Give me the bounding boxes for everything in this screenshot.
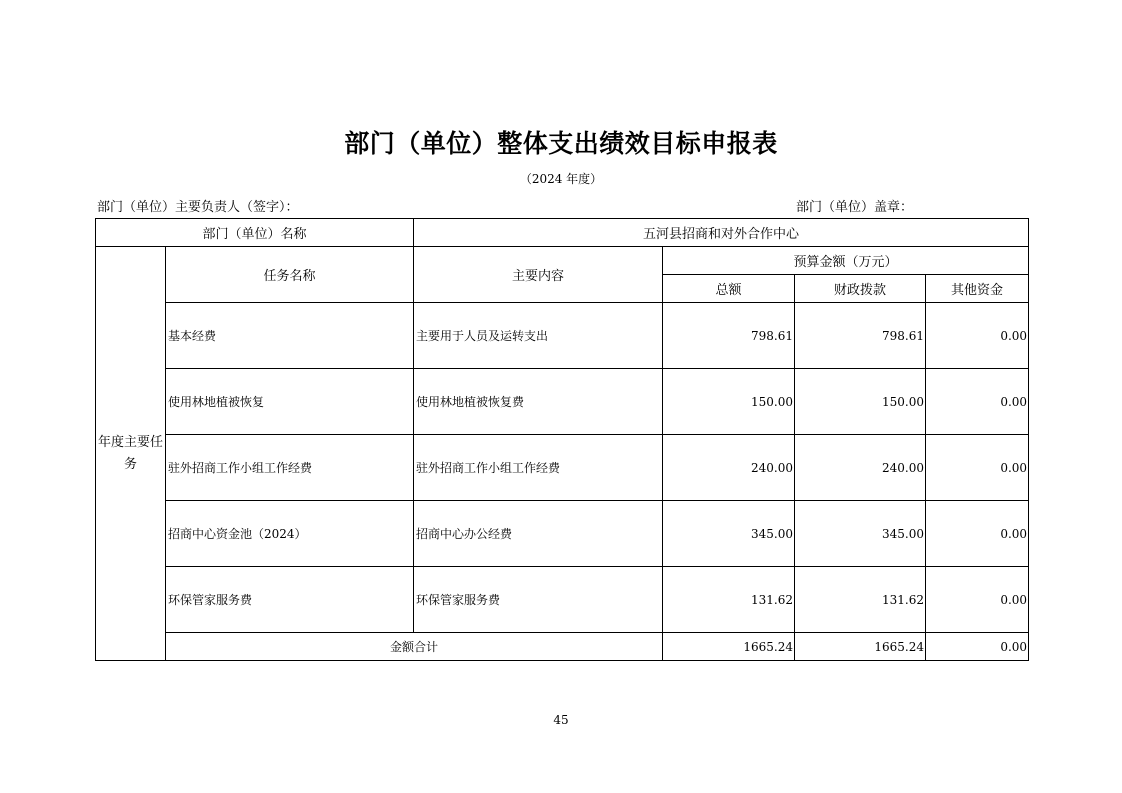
other-cell: 0.00 — [926, 567, 1029, 633]
other-cell: 0.00 — [926, 501, 1029, 567]
task-name-cell: 招商中心资金池（2024） — [166, 501, 414, 567]
page-title: 部门（单位）整体支出绩效目标申报表 — [344, 129, 778, 158]
signer-label: 部门（单位）主要负责人（签字）： — [97, 200, 299, 215]
fiscal-cell: 345.00 — [795, 501, 926, 567]
other-cell: 0.00 — [926, 435, 1029, 501]
table-row — [96, 567, 1029, 633]
sum-fiscal-cell: 1665.24 — [795, 633, 926, 661]
fiscal-cell: 150.00 — [795, 369, 926, 435]
header-total: 总额 — [663, 275, 795, 303]
total-cell: 240.00 — [663, 435, 795, 501]
header-main-content: 主要内容 — [414, 247, 663, 303]
total-cell: 798.61 — [663, 303, 795, 369]
header-task-name: 任务名称 — [166, 247, 414, 303]
header-other: 其他资金 — [926, 275, 1029, 303]
total-cell: 150.00 — [663, 369, 795, 435]
main-content-cell: 使用林地植被恢复费 — [414, 369, 663, 435]
sum-other-cell: 0.00 — [926, 633, 1029, 661]
dept-name-value: 五河县招商和对外合作中心 — [414, 219, 1029, 247]
dept-name-row — [96, 219, 1029, 247]
total-cell: 345.00 — [663, 501, 795, 567]
fiscal-cell: 240.00 — [795, 435, 926, 501]
main-content-cell: 招商中心办公经费 — [414, 501, 663, 567]
table-row — [96, 303, 1029, 369]
sum-total-cell: 1665.24 — [663, 633, 795, 661]
table-row — [96, 501, 1029, 567]
task-name-cell: 驻外招商工作小组工作经费 — [166, 435, 414, 501]
performance-table — [95, 218, 1029, 661]
task-name-cell: 环保管家服务费 — [166, 567, 414, 633]
sum-label: 金额合计 — [166, 633, 663, 661]
header-budget: 预算金额（万元） — [663, 247, 1029, 275]
fiscal-cell: 798.61 — [795, 303, 926, 369]
dept-name-label: 部门（单位）名称 — [96, 219, 414, 247]
main-content-cell: 环保管家服务费 — [414, 567, 663, 633]
header-fiscal: 财政拨款 — [795, 275, 926, 303]
main-content-cell: 主要用于人员及运转支出 — [414, 303, 663, 369]
table-row — [96, 369, 1029, 435]
header-row-1 — [96, 247, 1029, 275]
main-content-cell: 驻外招商工作小组工作经费 — [414, 435, 663, 501]
section-label: 年度主要任务 — [96, 247, 166, 661]
year-label: （2024 年度） — [519, 172, 603, 186]
other-cell: 0.00 — [926, 369, 1029, 435]
fiscal-cell: 131.62 — [795, 567, 926, 633]
page-number: 45 — [553, 713, 569, 727]
other-cell: 0.00 — [926, 303, 1029, 369]
task-name-cell: 基本经费 — [166, 303, 414, 369]
stamp-label: 部门（单位）盖章： — [796, 200, 914, 215]
total-cell: 131.62 — [663, 567, 795, 633]
table-row — [96, 435, 1029, 501]
task-name-cell: 使用林地植被恢复 — [166, 369, 414, 435]
sum-row — [96, 633, 1029, 661]
